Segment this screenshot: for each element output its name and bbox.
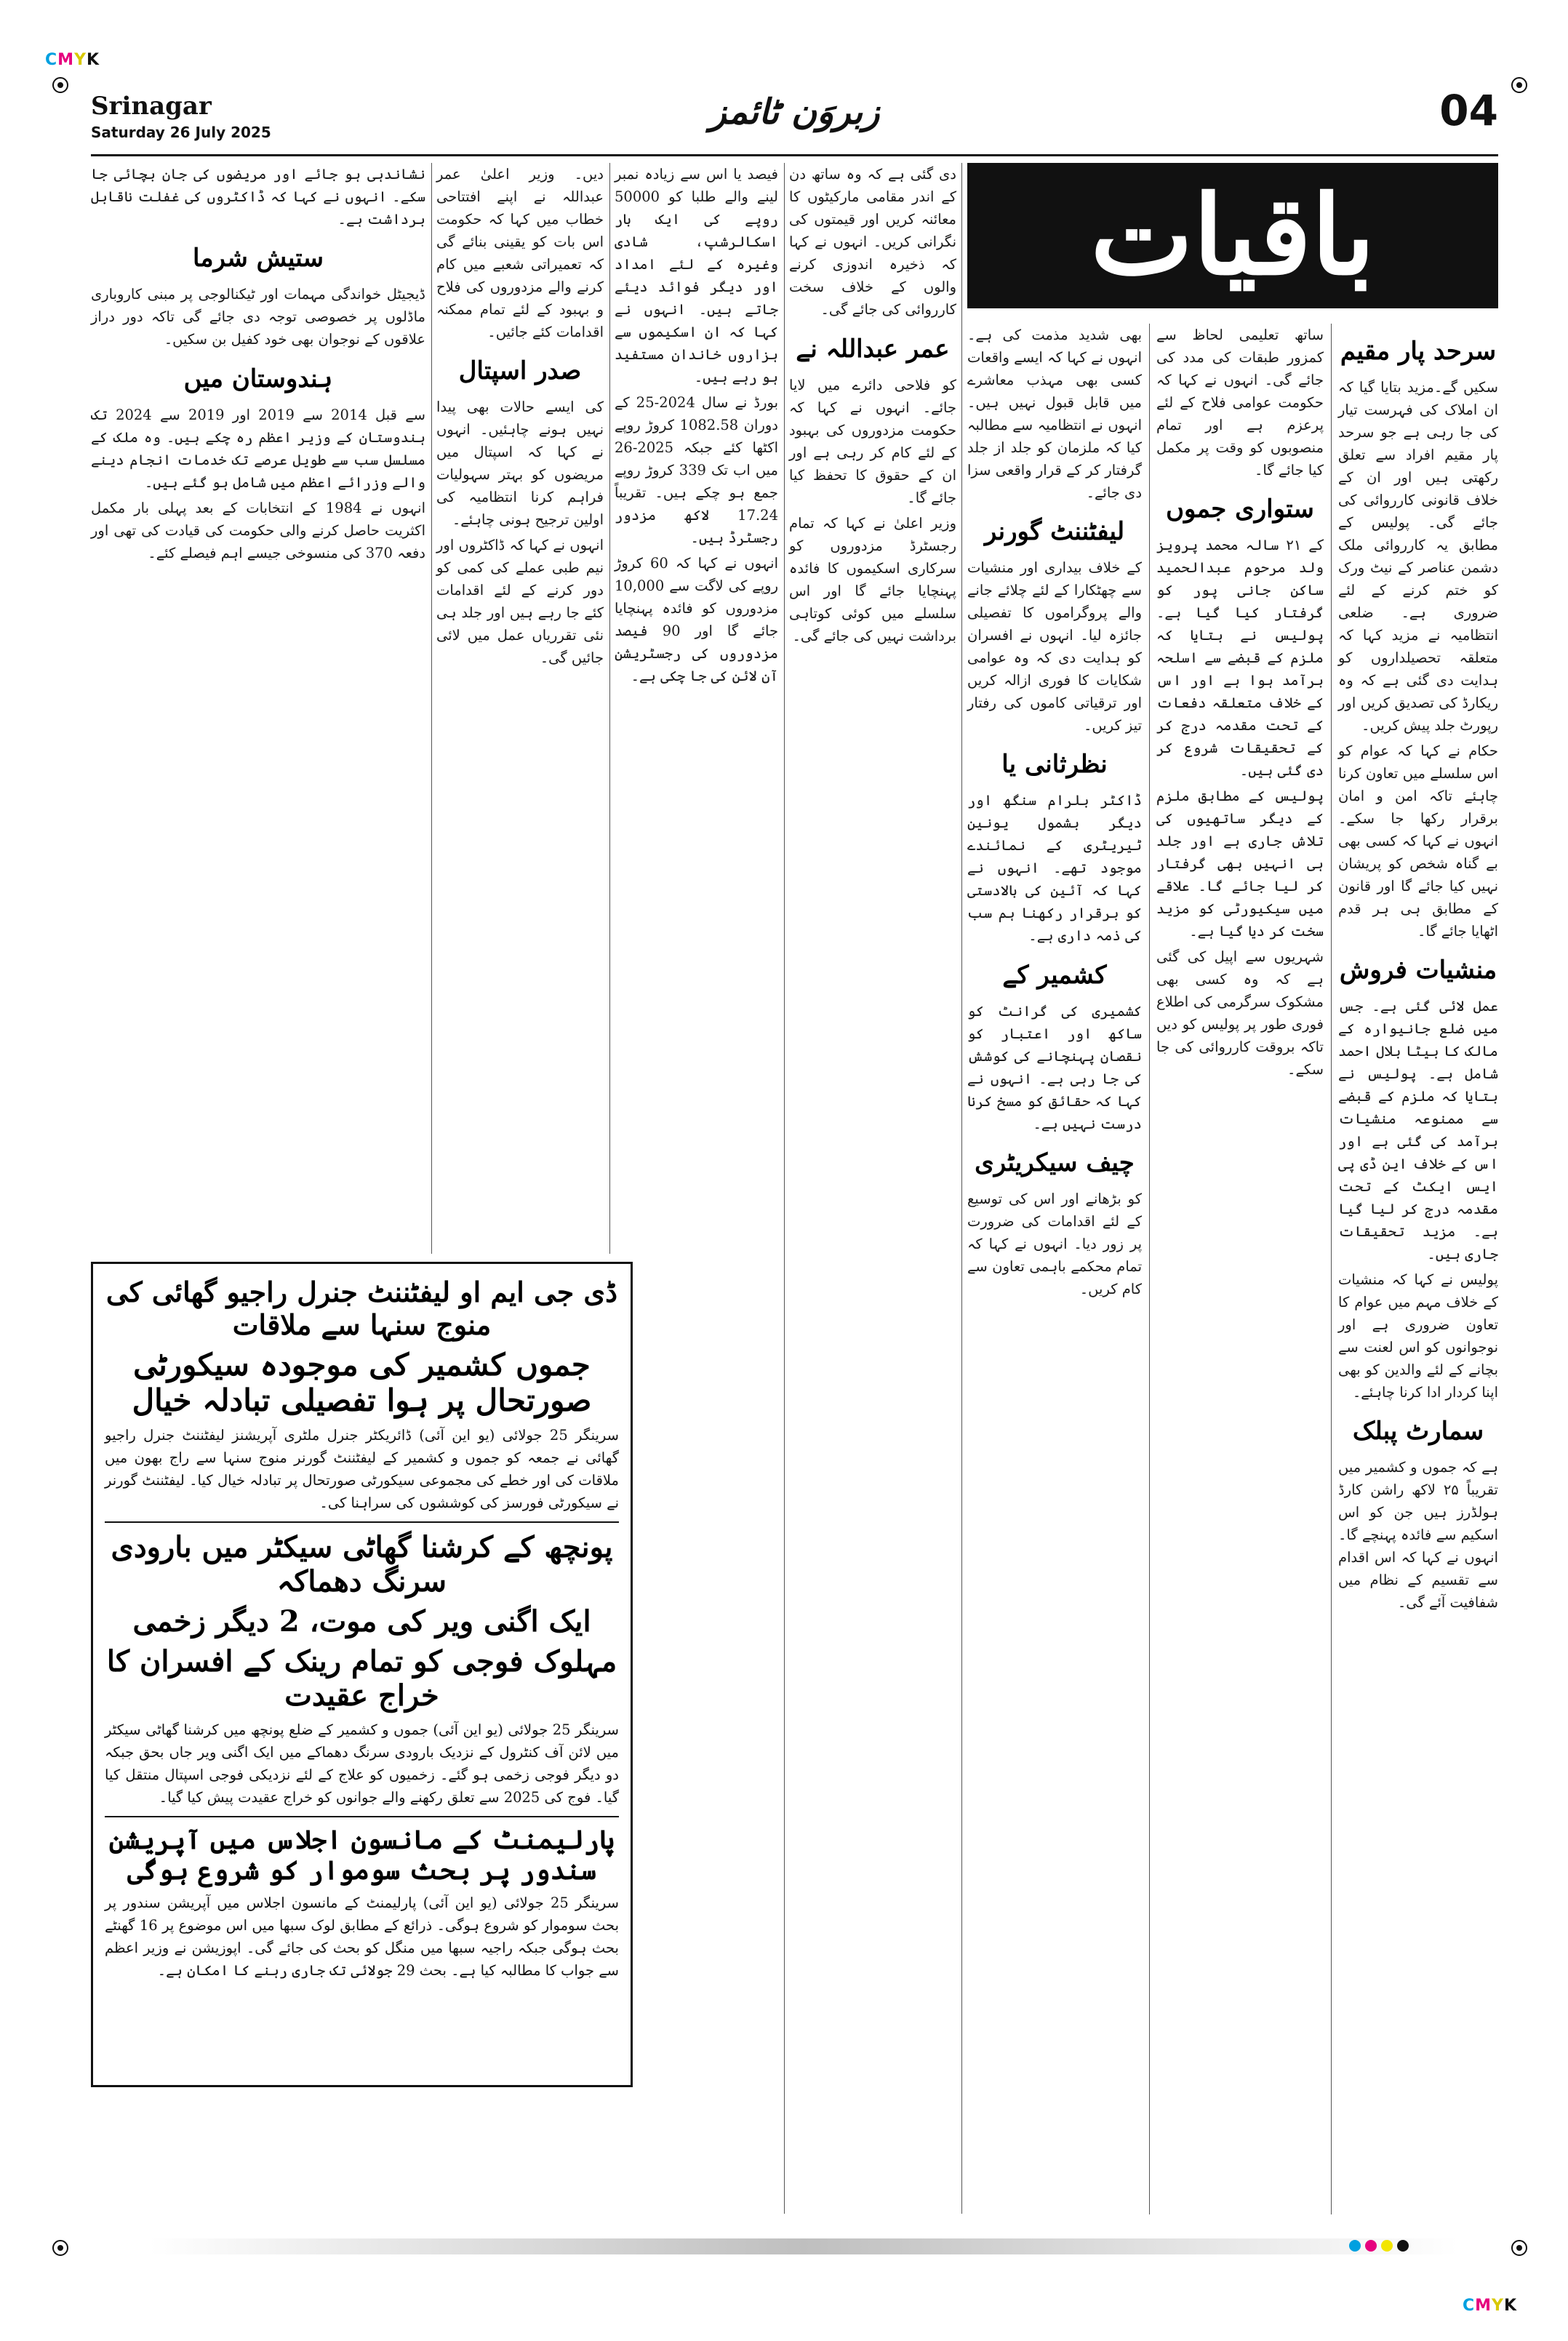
article-headline: لیفٹننٹ گورنر bbox=[984, 517, 1125, 546]
registration-mark-icon bbox=[52, 2240, 68, 2256]
article-paragraph: فیصد یا اس سے زیادہ نمبر لینے والے طلبا کو 50000 روپے کی ایک بار اسکالرشپ، شادی وغیرہ کے لئے امداد اور دیگر فوائد دیئے جاتے ہیں۔ انہوں نے کہا کہ ان اسکیموں سے ہزاروں خاندان مستفید ہو رہے ہیں۔ bbox=[615, 166, 778, 385]
box-subheadline: ایک اگنی ویر کی موت، 2 دیگر زخمی bbox=[132, 1604, 591, 1638]
edition-city: Srinagar bbox=[91, 92, 212, 121]
article-headline: نظرثانی یا bbox=[1001, 750, 1108, 779]
banner-title: باقیات bbox=[1090, 172, 1375, 300]
edition-date: Saturday 26 July 2025 bbox=[91, 124, 271, 141]
article-headline: سمارٹ پبلک bbox=[1352, 1417, 1484, 1446]
cmyk-k: K bbox=[87, 51, 100, 69]
cmyk-c: C bbox=[45, 51, 58, 69]
column-divider bbox=[961, 163, 962, 2214]
color-dot-strip bbox=[1349, 2240, 1409, 2252]
article-paragraph: حکام نے کہا کہ عوام کو اس سلسلے میں تعاون کرنا چاہئے تاکہ امن و امان برقرار رکھا جا سکے۔ انہوں نے کہا کہ کسی بھی بے گناہ شخص کو پریشان نہیں کیا جائے گا اور قانون کے مطابق ہی ہر قدم اٹھایا جائے گا۔ bbox=[1338, 743, 1498, 940]
column-divider bbox=[431, 163, 432, 1254]
article-paragraph: انہوں نے کہا کہ ڈاکٹروں اور نیم طبی عملے کی کمی کو دور کرنے کے لئے اقدامات کئے جا رہے ہیں اور جلد ہی نئی تقرریاں عمل میں لائی جائیں گی۔ bbox=[436, 537, 604, 666]
article-paragraph: پولیس کے مطابق ملزم کے دیگر ساتھیوں کی تلاش جاری ہے اور جلد ہی انہیں بھی گرفتار کر لیا جائے گا۔ علاقے میں سیکیورٹی کو مزید سخت کر دیا گیا ہے۔ bbox=[1156, 788, 1324, 940]
article-headline: عمر عبداللہ نے bbox=[796, 335, 950, 364]
article-paragraph: ڈیجیٹل خواندگی مہمات اور ٹیکنالوجی پر مبنی کاروباری ماڈلوں پر خصوصی توجہ دی جائے گی تاکہ دور دراز علاقوں کے نوجوان بھی خود کفیل بن سکیں۔ bbox=[91, 286, 425, 348]
column-divider bbox=[1149, 324, 1150, 2214]
article-paragraph: کے خلاف بیداری اور منشیات سے چھٹکارا کے لئے چلائے جانے والے پروگراموں کا تفصیلی جائزہ لیا۔ انہوں نے افسران کو ہدایت دی کہ وہ عوامی شکایات کا فوری ازالہ کریں اور ترقیاتی کاموں کی رفتار تیز کریں۔ bbox=[967, 559, 1142, 734]
column-divider bbox=[1331, 324, 1332, 2214]
boxed-news-section bbox=[91, 1262, 633, 2087]
box-headline: پارلیمنٹ کے مانسون اجلاس میں آپریشن سندور پر بحث سوموار کو شروع ہوگی bbox=[108, 1825, 615, 1886]
header-divider bbox=[91, 154, 1498, 156]
article-paragraph: کے ۲۱ سالہ محمد پرویز ولد مرحوم عبدالحمید ساکن جانی پور کو گرفتار کیا گیا ہے۔ پولیس نے بتایا کہ ملزم کے قبضے سے اسلحہ برآمد ہوا ہے اور اس کے خلاف متعلقہ دفعات کے تحت مقدمہ درج کر کے تحقیقات شروع کر دی گئی ہیں۔ bbox=[1156, 537, 1324, 779]
article-headline: صدر اسپتال bbox=[458, 356, 582, 385]
cmyk-color-mark bbox=[45, 51, 100, 69]
article-paragraph: انہوں نے کہا کہ 60 کروڑ روپے کی لاگت سے 10,000 مزدوروں کو فائدہ پہنچایا جائے گا اور 90 فیصد مزدوروں کی رجسٹریشن آن لائن کی جا چکی ہے۔ bbox=[615, 555, 779, 684]
column-divider bbox=[609, 163, 610, 1254]
box-divider bbox=[105, 1521, 619, 1523]
box-divider bbox=[105, 1816, 619, 1817]
box-headline: پونچھ کے کرشنا گھاٹی سیکٹر میں بارودی سرنگ دھماکہ bbox=[111, 1530, 613, 1598]
article-paragraph: دیں۔ وزیر اعلیٰ عمر عبداللہ نے اپنے افتتاحی خطاب میں کہا کہ حکومت اس بات کو یقینی بنائے گی کہ تعمیراتی شعبے میں کام کرنے والے مزدوروں کی فلاح و بہبود کے لئے تمام ممکنہ اقدامات کئے جائیں۔ bbox=[436, 166, 604, 340]
box-paragraph: سرینگر 25 جولائی (یو این آئی) ڈائریکٹر جنرل ملٹری آپریشنز لیفٹننٹ جنرل راجیو گھائی نے جمعہ کو جموں و کشمیر کے لیفٹننٹ گورنر منوج سنہا سے راج بھون میں ملاقات کی اور خطے کی مجموعی سیکورٹی صورتحال پر تبادلہ خیال کیا۔ لیفٹننٹ گورنر نے سیکورٹی فورسز کی کوششوں کی سراہنا کی۔ bbox=[105, 1427, 619, 1511]
cmyk-color-mark-bottom bbox=[1463, 2297, 1517, 2315]
article-column-7 bbox=[91, 163, 425, 567]
color-dot-icon bbox=[1365, 2240, 1377, 2252]
article-paragraph: سکیں گے۔مزید بتایا گیا کہ ان املاک کی فہرست تیار کی جا رہی ہے جو سرحد پار مقیم افراد سے تعلق رکھتی ہیں اور ان کے خلاف قانونی کارروائی کی جائے گی۔ پولیس کے مطابق یہ کارروائی ملک دشمن عناصر کے نیٹ ورک کو ختم کرنے کے لئے ضروری ہے۔ ضلعی انتظامیہ نے مزید کہا کہ متعلقہ تحصیلداروں کو ہدایت دی گئی ہے کہ وہ ریکارڈ کی تصدیق کریں اور رپورٹ جلد پیش کریں۔ bbox=[1338, 379, 1498, 734]
article-paragraph: دی گئی ہے کہ وہ ساتھ دن کے اندر مقامی مارکیٹوں کا معائنہ کریں اور قیمتوں کی نگرانی کریں۔ انہوں نے کہا کہ ذخیرہ اندوزی کرنے والوں کے خلاف سخت کارروائی کی جائے گی۔ bbox=[789, 166, 956, 318]
article-headline: منشیات فروش bbox=[1339, 956, 1497, 985]
cmyk-c: C bbox=[1462, 2297, 1476, 2315]
article-paragraph: کو فلاحی دائرے میں لایا جائے۔ انہوں نے کہا کہ حکومت مزدوروں کی بہبود کے لئے کام کر رہی ہے اور ان کے حقوق کا تحفظ کیا جائے گا۔ bbox=[789, 377, 956, 506]
cmyk-y: Y bbox=[74, 51, 87, 69]
article-column-3 bbox=[967, 324, 1142, 1303]
article-paragraph: وزیر اعلیٰ نے کہا کہ تمام رجسٹرڈ مزدوروں کو سرکاری اسکیموں کا فائدہ پہنچایا جائے گا اور اس سلسلے میں کوئی کوتاہی برداشت نہیں کی جائے گی۔ bbox=[789, 515, 956, 644]
article-column-4 bbox=[789, 163, 956, 650]
article-paragraph: کشمیری کی گرانٹ کو ساکھ اور اعتبار کو نقصان پہنچانے کی کوشش کی جا رہی ہے۔ انہوں نے کہا کہ حقائق کو مسخ کرنا درست نہیں ہے۔ bbox=[967, 1003, 1142, 1132]
cmyk-m: M bbox=[57, 51, 75, 69]
masthead-logo: زبروَن ٹائمز bbox=[709, 92, 880, 132]
article-paragraph: بورڈ نے سال 2024-25 کے دوران 1082.58 کروڑ روپے اکٹھا کئے جبکہ 2025-26 میں اب تک 339 کروڑ روپے جمع ہو چکے ہیں۔ تقریباً 17.24 لاکھ مزدور رجسٹرڈ ہیں۔ bbox=[615, 394, 778, 546]
cmyk-y: Y bbox=[1492, 2297, 1504, 2315]
article-paragraph: عمل لائی گئی ہے۔ جس میں ضلع جانیوارہ کے مالک کا بیٹا بلال احمد شامل ہے۔ پولیس نے بتایا کہ ملزم کے قبضے سے ممنوعہ منشیات برآمد کی گئی ہے اور اس کے خلاف این ڈی پی ایس ایکٹ کے تحت مقدمہ درج کر لیا گیا ہے۔ مزید تحقیقات جاری ہیں۔ bbox=[1338, 998, 1498, 1262]
article-paragraph: پولیس نے کہا کہ منشیات کے خلاف مہم میں عوام کا تعاون ضروری ہے اور نوجوانوں کو اس لعنت سے بچانے کے لئے والدین کو بھی اپنا کردار ادا کرنا چاہئے۔ bbox=[1338, 1271, 1498, 1401]
bottom-print-bar bbox=[149, 2238, 1458, 2254]
cmyk-m: M bbox=[1475, 2297, 1492, 2315]
article-paragraph: شہریوں سے اپیل کی گئی ہے کہ وہ کسی بھی مشکوک سرگرمی کی اطلاع فوری طور پر پولیس کو دیں تاکہ بروقت کارروائی کی جا سکے۔ bbox=[1156, 948, 1324, 1078]
registration-mark-icon bbox=[52, 77, 68, 93]
article-headline: چیف سیکریٹری bbox=[975, 1148, 1135, 1177]
article-headline: ستیش شرما bbox=[192, 244, 324, 273]
article-column-6 bbox=[436, 163, 604, 672]
box-paragraph: سرینگر 25 جولائی (یو این آئی) پارلیمنٹ کے مانسون اجلاس میں آپریشن سندور پر بحث سوموار کو شروع ہوگی۔ ذرائع کے مطابق لوک سبھا میں اس موضوع پر 16 گھنٹے بحث ہوگی جبکہ راجیہ سبھا میں منگل کو بحث کی جائے گی۔ اپوزیشن نے وزیر اعظم سے جواب کا مطالبہ کیا ہے۔ بحث 29 جولائی تک جاری رہنے کا امکان ہے۔ bbox=[105, 1894, 619, 1979]
article-column-5 bbox=[615, 163, 778, 690]
page-header bbox=[91, 86, 1498, 159]
cmyk-k: K bbox=[1503, 2297, 1517, 2315]
box-subheadline: مہلوک فوجی کو تمام رینک کے افسران کا خراج عقیدت bbox=[106, 1644, 617, 1713]
article-column-1 bbox=[1338, 324, 1498, 1617]
registration-mark-icon bbox=[1511, 2240, 1527, 2256]
article-paragraph: انہوں نے 1984 کے انتخابات کے بعد پہلی بار مکمل اکثریت حاصل کرنے والی حکومت کی قیادت کی تھی اور دفعہ 370 کی منسوخی جیسے اہم فیصلے کئے۔ bbox=[91, 500, 425, 561]
column-divider bbox=[784, 163, 785, 2214]
article-headline: سرحد پار مقیم bbox=[1340, 337, 1497, 366]
article-paragraph: ہے کہ جموں و کشمیر میں تقریباً ۲۵ لاکھ راشن کارڈ ہولڈرز ہیں جن کو اس اسکیم سے فائدہ پہنچے گا۔ انہوں نے کہا کہ اس اقدام سے تقسیم کے نظام میں شفافیت آئے گی۔ bbox=[1338, 1459, 1498, 1611]
article-paragraph: کی ایسے حالات بھی پیدا نہیں ہونے چاہئیں۔ انہوں نے کہا کہ اسپتال میں مریضوں کو بہتر سہولیات فراہم کرنا انتظامیہ کی اولین ترجیح ہونی چاہئے۔ bbox=[436, 399, 604, 528]
article-headline: کشمیر کے bbox=[1002, 961, 1107, 990]
color-dot-icon bbox=[1397, 2240, 1409, 2252]
color-dot-icon bbox=[1349, 2240, 1361, 2252]
section-banner bbox=[967, 163, 1498, 308]
article-paragraph: ساتھ تعلیمی لحاظ سے کمزور طبقات کی مدد کی جائے گی۔ انہوں نے کہا کہ حکومت عوامی فلاح کے لئے پرعزم ہے اور تمام منصوبوں کو وقت پر مکمل کیا جائے گا۔ bbox=[1156, 327, 1324, 479]
article-paragraph: ڈاکٹر بلرام سنگھ اور دیگر بشمول یونین ٹیریٹری کے نمائندے موجود تھے۔ انہوں نے کہا کہ آئین کی بالادستی کو برقرار رکھنا ہم سب کی ذمہ داری ہے۔ bbox=[967, 792, 1142, 944]
box-paragraph: سرینگر 25 جولائی (یو این آئی) جموں و کشمیر کے ضلع پونچھ میں کرشنا گھاٹی سیکٹر میں لائن آف کنٹرول کے نزدیک بارودی سرنگ دھماکے میں ایک اگنی ویر جاں بحق جبکہ دو دیگر فوجی زخمی ہو گئے۔ زخمیوں کو علاج کے لئے نزدیکی فوجی اسپتال منتقل کیا گیا۔ فوج کی 2025 سے تعلق رکھنے والے جوانوں کو خراج عقیدت پیش کیا گیا۔ bbox=[105, 1721, 619, 1806]
article-column-2 bbox=[1156, 324, 1324, 1084]
article-headline: ہندوستان میں bbox=[183, 364, 333, 393]
article-paragraph: کو بڑھانے اور اس کی توسیع کے لئے اقدامات کی ضرورت پر زور دیا۔ انہوں نے کہا کہ تمام محکمے باہمی تعاون سے کام کریں۔ bbox=[967, 1190, 1142, 1297]
article-paragraph: نشاندہی ہو جائے اور مریضوں کی جان بچائی جا سکے۔ انہوں نے کہا کہ ڈاکٹروں کی غفلت ناقابل برداشت ہے۔ bbox=[91, 166, 425, 228]
article-headline: ستواری جموں bbox=[1166, 495, 1314, 524]
color-dot-icon bbox=[1381, 2240, 1393, 2252]
box-subheadline: جموں کشمیر کی موجودہ سیکورٹی صورتحال پر ہوا تفصیلی تبادلہ خیال bbox=[132, 1347, 592, 1418]
box-headline: ڈی جی ایم او لیفٹننٹ جنرل راجیو گھائی کی منوج سنہا سے ملاقات bbox=[105, 1276, 618, 1341]
article-paragraph: بھی شدید مذمت کی ہے۔ انہوں نے کہا کہ ایسے واقعات کسی بھی مہذب معاشرے میں قابل قبول نہیں ہیں۔ انہوں نے انتظامیہ سے مطالبہ کیا کہ ملزمان کو جلد از جلد گرفتار کر کے قرار واقعی سزا دی جائے۔ bbox=[967, 327, 1142, 501]
article-paragraph: سے قبل 2014 سے 2019 اور 2019 سے 2024 تک ہندوستان کے وزیر اعظم رہ چکے ہیں۔ وہ ملک کے مسلسل سب سے طویل عرصے تک خدمات انجام دینے والے وزرائے اعظم میں شامل ہو گئے ہیں۔ bbox=[91, 407, 425, 491]
page-number: 04 bbox=[1439, 86, 1498, 135]
registration-mark-icon bbox=[1511, 77, 1527, 93]
